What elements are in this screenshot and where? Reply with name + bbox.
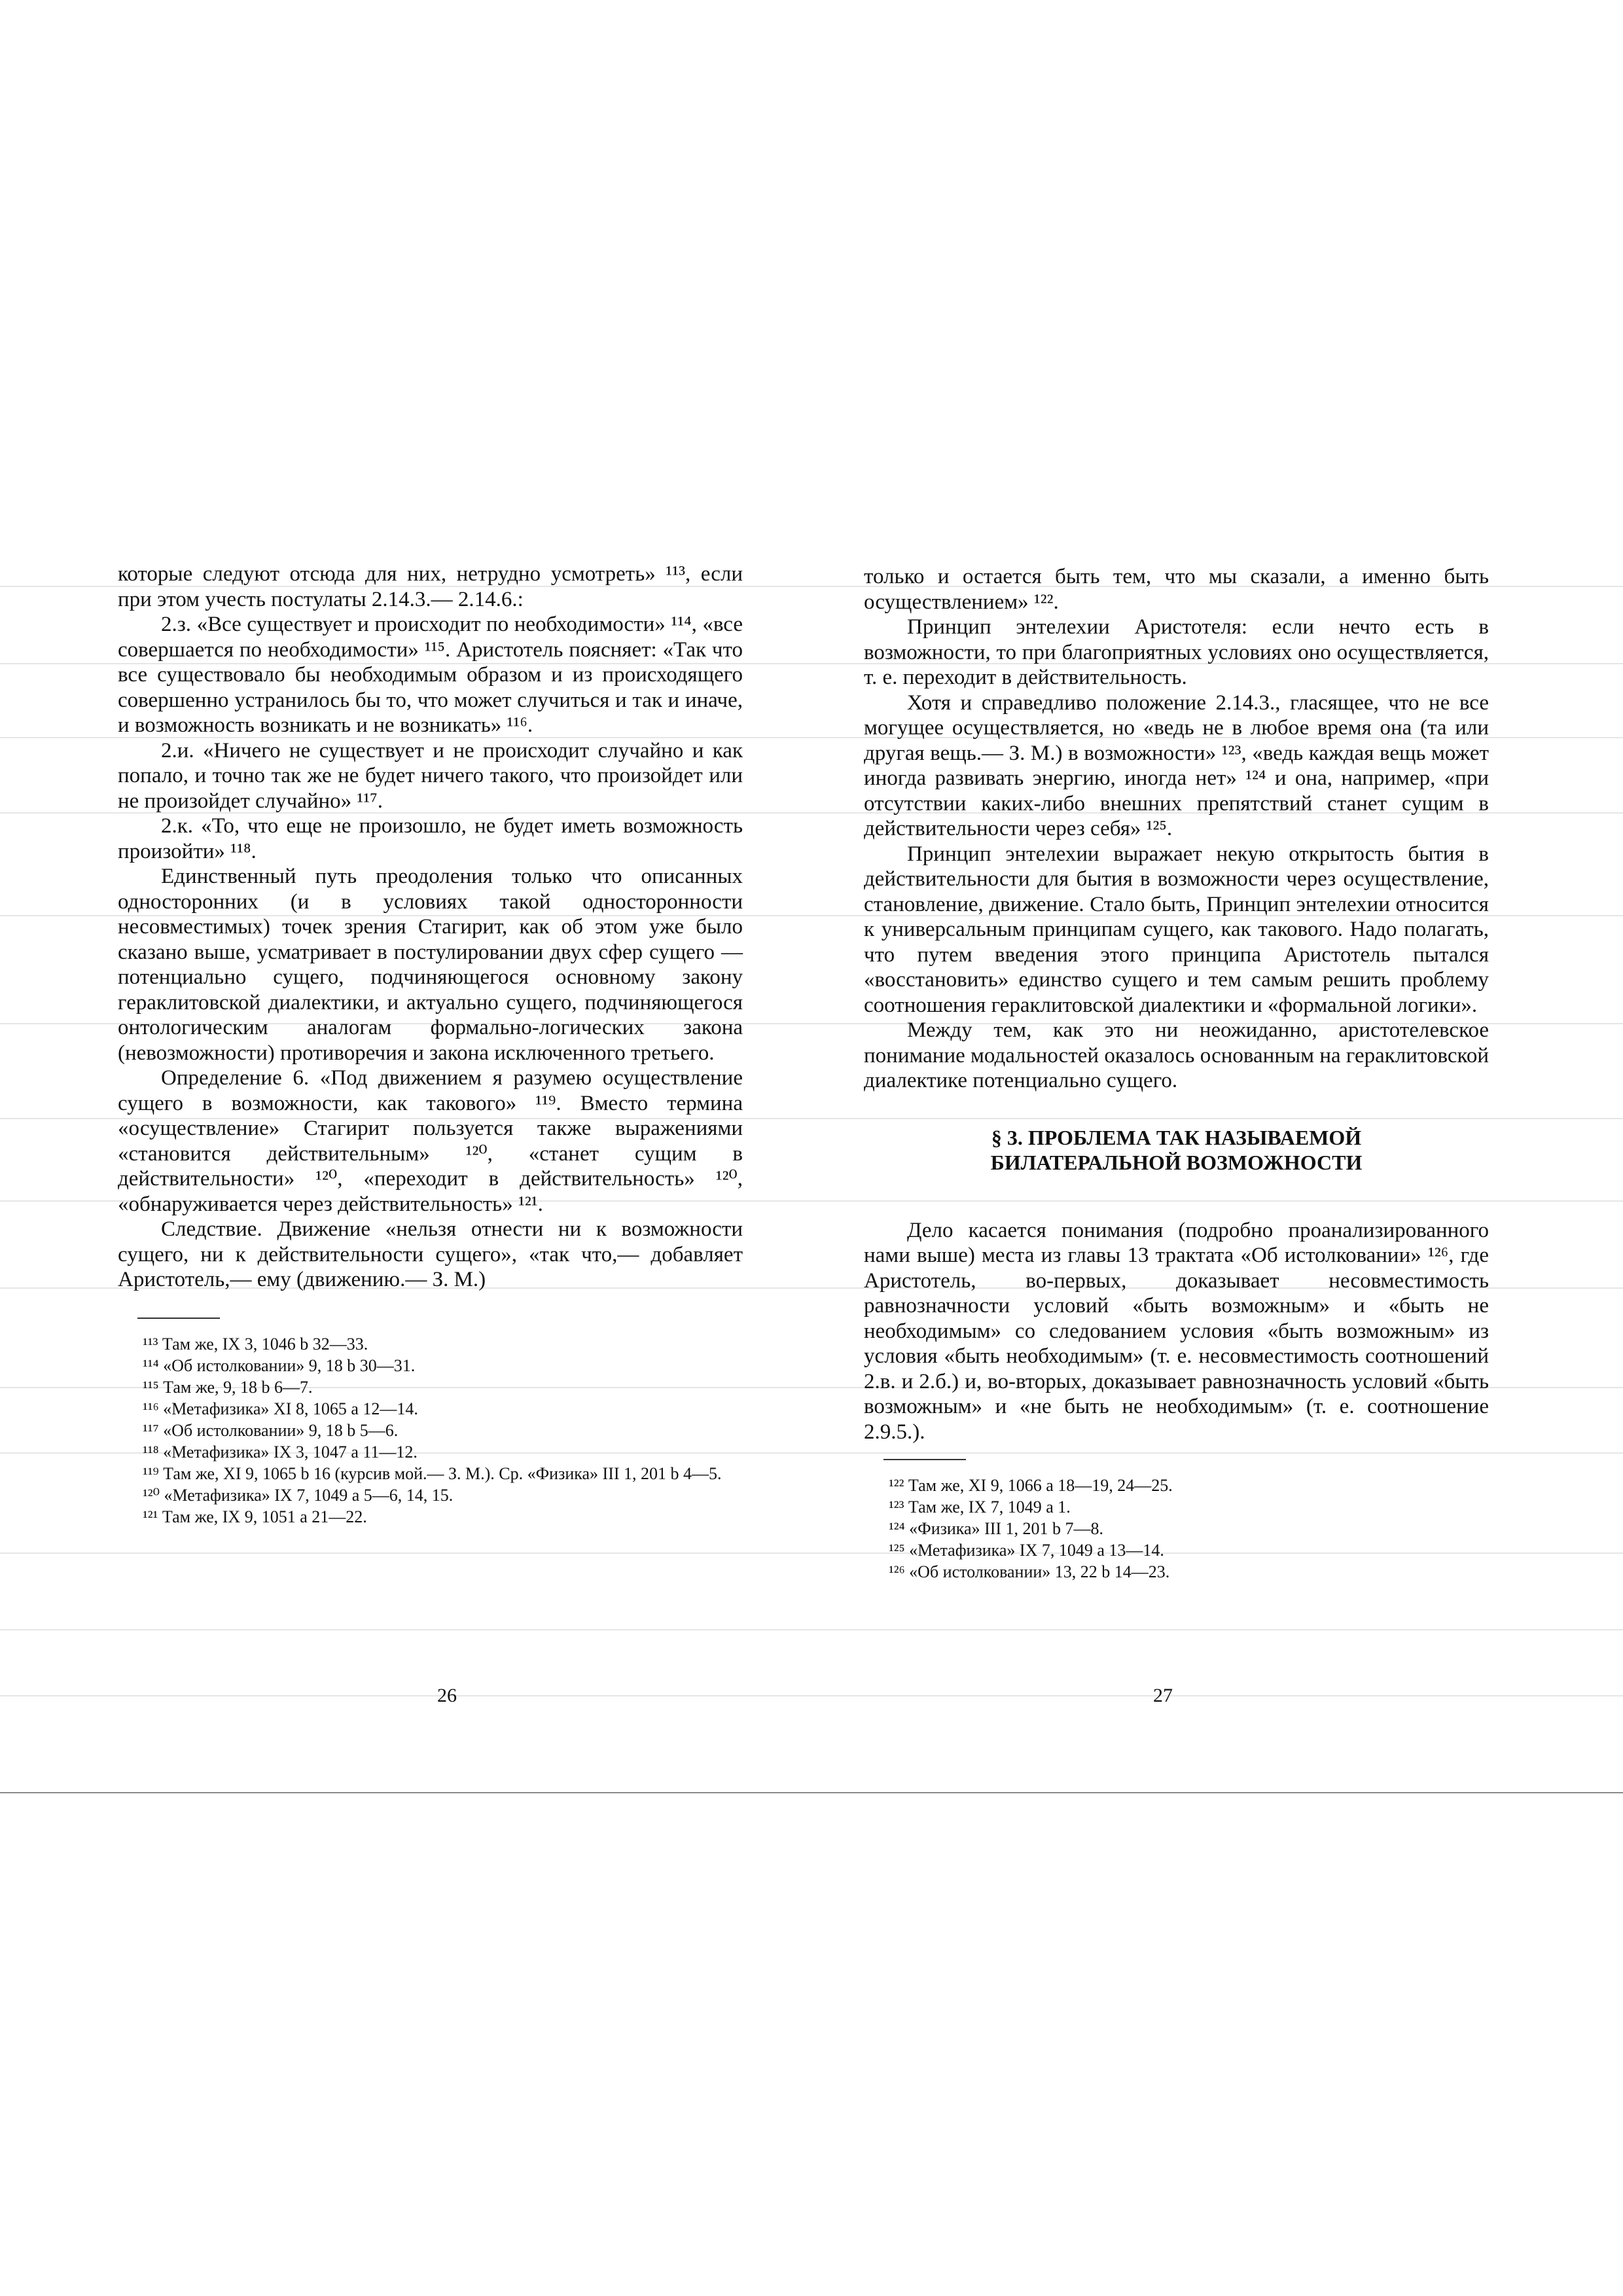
footnote: ¹¹⁸ «Метафизика» IX 3, 1047 a 11—12. xyxy=(143,1442,418,1462)
left-page xyxy=(118,562,743,1528)
footnote: ¹¹³ Там же, IX 3, 1046 b 32—33. xyxy=(143,1334,368,1354)
paragraph: которые следуют отсюда для них, нетрудно усмотреть» ¹¹³, если при этом учесть постулаты 2.14.3.— 2.14.6.: xyxy=(118,562,743,611)
paragraph: 2.з. «Все существует и происходит по необходимости» ¹¹⁴, «все совершается по необходимости» ¹¹⁵. Аристотель поясняет: «Так что все существовало бы необходимым образом и из происходящего совершенно устранилось бы то, что может случиться и так и иначе, и возможность возникать и не возникать» ¹¹⁶. xyxy=(118,613,743,737)
footnote: ¹²⁵ «Метафизика» IX 7, 1049 a 13—14. xyxy=(889,1541,1164,1560)
paragraph: 2.и. «Ничего не существует и не происходит случайно и как попало, и точно так же не будет ничего такого, что произойдет или не произойдет случайно» ¹¹⁷. xyxy=(118,738,743,813)
footnote: ¹²¹ Там же, IX 9, 1051 a 21—22. xyxy=(143,1507,367,1526)
footnote: ¹¹⁷ «Об истолковании» 9, 18 b 5—6. xyxy=(143,1420,399,1440)
section-heading-line: БИЛАТЕРАЛЬНОЙ ВОЗМОЖНОСТИ xyxy=(990,1150,1363,1174)
scan-line xyxy=(0,1695,1623,1696)
paragraph: Единственный путь преодоления только что описанных односторонних (и в условиях такой односторонности несовместимых) точек зрения Стагирит, как об этом уже было сказано выше, усматривает в постулировании двух сфер сущего — потенциально сущего, подчиняющегося основному закону гераклитовской диалектики, и актуально сущего, подчиняющегося онтологическим аналогам формально-логических закона (невозможности) противоречия и закона исключенного третьего. xyxy=(118,865,743,1065)
section-heading xyxy=(864,1125,1489,1175)
paragraph: Следствие. Движение «нельзя отнести ни к возможности сущего, ни к действительности сущего», «так что,— добавляет Аристотель,— ему (движению.— З. М.) xyxy=(118,1217,743,1291)
paragraph: 2.к. «То, что еще не произошло, не будет иметь возможность произойти» ¹¹⁸. xyxy=(118,814,743,863)
paragraph: только и остается быть тем, что мы сказали, а именно быть осуществлением» ¹²². xyxy=(864,565,1489,614)
paragraph: Между тем, как это ни неожиданно, аристотелевское понимание модальностей оказалось основанным на гераклитовской диалектике потенциально сущего. xyxy=(864,1018,1489,1092)
scan-edge-line xyxy=(0,1792,1623,1793)
footnote: ¹²² Там же, XI 9, 1066 a 18—19, 24—25. xyxy=(889,1476,1173,1495)
footnote: ¹²⁴ «Физика» III 1, 201 b 7—8. xyxy=(889,1519,1104,1538)
right-page xyxy=(864,564,1489,1583)
footnote: ¹¹⁶ «Метафизика» XI 8, 1065 a 12—14. xyxy=(143,1399,418,1418)
footnote: ¹²³ Там же, IX 7, 1049 a 1. xyxy=(889,1498,1071,1516)
footnote: ¹²⁶ «Об истолковании» 13, 22 b 14—23. xyxy=(889,1562,1170,1581)
page-number: 27 xyxy=(1153,1685,1173,1706)
section-heading-line: § 3. ПРОБЛЕМА ТАК НАЗЫВАЕМОЙ xyxy=(991,1125,1362,1149)
footnote: ¹¹⁵ Там же, 9, 18 b 6—7. xyxy=(143,1377,313,1397)
scan-line xyxy=(0,1629,1623,1630)
paragraph: Хотя и справедливо положение 2.14.3., гласящее, что не все могущее осуществляется, но «ведь не в любое время она (та или другая вещь.— З. М.) в возможности» ¹²³, «ведь каждая вещь может иногда развивать энергию, иногда нет» ¹²⁴ и она, например, «при отсутствии каких-либо внешних препятствий станет сущим в действительности через себя» ¹²⁵. xyxy=(864,691,1489,840)
footnote: ¹¹⁹ Там же, XI 9, 1065 b 16 (курсив мой.— З. М.). Ср. «Физика» III 1, 201 b 4—5. xyxy=(143,1463,722,1483)
footnote: ¹¹⁴ «Об истолковании» 9, 18 b 30—31. xyxy=(143,1355,416,1375)
page-number: 26 xyxy=(437,1685,457,1706)
footnotes xyxy=(118,1333,743,1528)
footnote-divider xyxy=(137,1318,220,1319)
paragraph: Принцип энтелехии Аристотеля: если нечто есть в возможности, то при благоприятных условиях оно осуществляется, т. е. переходит в действительность. xyxy=(864,615,1489,689)
paragraph: Дело касается понимания (подробно проанализированного нами выше) места из главы 13 трактата «Об истолковании» ¹²⁶, где Аристотель, во-первых, доказывает несовместимость равнозначности условий «быть возможным» и «быть не необходимым» со следованием условия «быть возможным» из условия «быть необходимым» (т. е. несовместимость соотношений 2.в. и 2.б.) и, во-вторых, доказывает равнозначность условий «быть возможным» и «не быть не необходимым» (т. е. соотношение 2.9.5.). xyxy=(864,1218,1489,1444)
footnote-divider xyxy=(883,1459,966,1460)
footnotes xyxy=(864,1475,1489,1583)
footnote: ¹²⁰ «Метафизика» IX 7, 1049 a 5—6, 14, 15. xyxy=(143,1485,454,1505)
paragraph: Принцип энтелехии выражает некую открытость бытия в действительности для бытия в возможности через осуществление, становление, движение. Стало быть, Принцип энтелехии относится к универсальным принципам сущего, как такового. Надо полагать, что путем введения этого принципа Аристотель пытался «восстановить» единство сущего и тем самым решить проблему соотношения гераклитовской диалектики и «формальной логики». xyxy=(864,842,1489,1017)
paragraph: Определение 6. «Под движением я разумею осуществление сущего в возможности, как такового» ¹¹⁹. Вместо термина «осуществление» Стагирит пользуется также выражениями «становится действительным» ¹²⁰, «станет сущим в действительности» ¹²⁰, «переходит в действительность» ¹²⁰, «обнаруживается через действительность» ¹²¹. xyxy=(118,1066,743,1216)
